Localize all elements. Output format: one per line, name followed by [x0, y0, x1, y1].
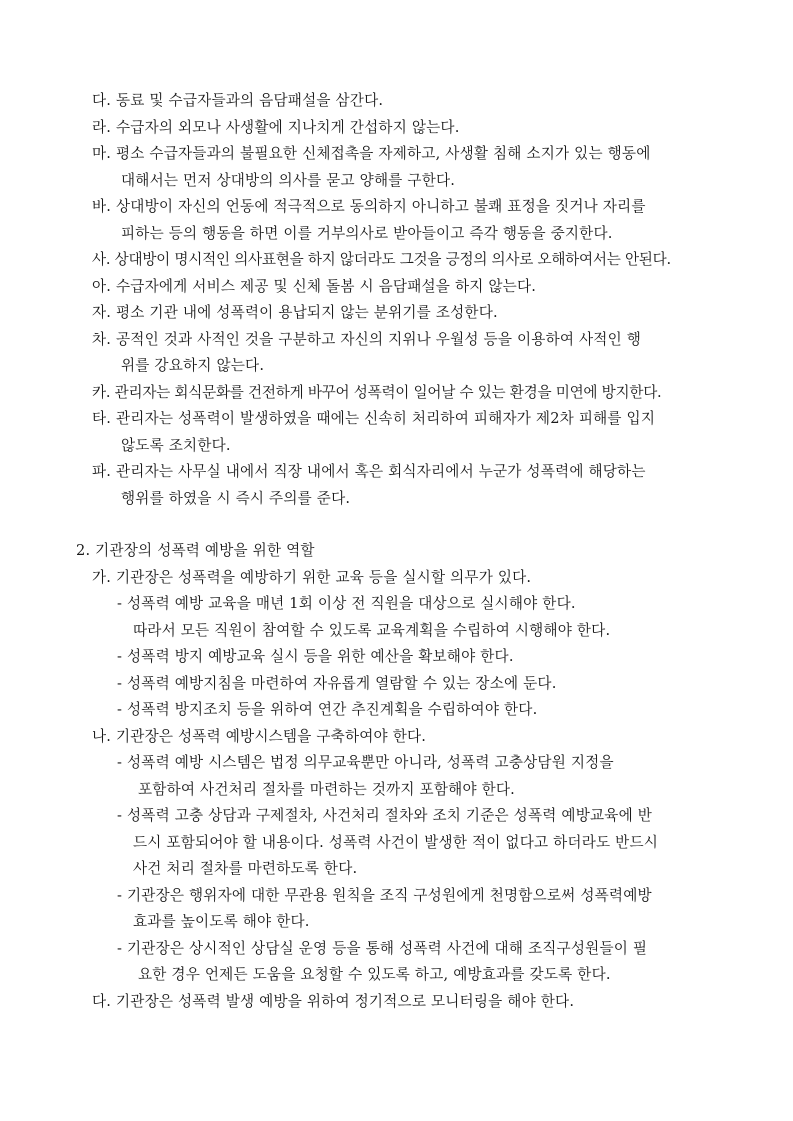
item-ma [0, 141, 793, 168]
item-text: 수급자의 외모나 사생활에 지나치게 간섭하지 않는다. [115, 118, 460, 136]
ga-dash-item-3: - 성폭력 예방지침을 마련하여 자유롭게 열람할 수 있는 장소에 둔다. [117, 674, 557, 692]
item-ba-continued: 피하는 등의 행동을 하면 이를 거부의사로 받아들이고 즉각 행동을 중지한다. [121, 224, 613, 242]
item-text: 관리자는 사무실 내에서 직장 내에서 혹은 회식자리에서 누군가 성폭력에 해당하는 [115, 463, 646, 480]
item-da [0, 88, 793, 115]
item-marker: 카. [92, 383, 111, 401]
item-text: 상대방이 명시적인 의사표현을 하지 않더라도 그것을 긍정의 의사로 오해하여서는 안된다. [114, 251, 671, 268]
item-ba [0, 194, 793, 221]
na-dash-item-2: - 성폭력 고충 상담과 구제절차, 사건처리 절차와 조치 기준은 성폭력 예방교육에 반 [117, 807, 653, 824]
na-dash-item-1-continued: 포함하여 사건처리 절차를 마련하는 것까지 포함해야 한다. [138, 780, 516, 798]
item-ra [0, 115, 793, 142]
item-text: 수급자에게 서비스 제공 및 신체 돌봄 시 음담패설을 하지 않는다. [115, 277, 537, 295]
item-ka [0, 380, 793, 407]
item-text: 관리자는 회식문화를 건전하게 바꾸어 성폭력이 일어날 수 있는 환경을 미연에 방지한다. [114, 383, 662, 401]
na-dash-item-3-continued: 효과를 높이도록 해야 한다. [133, 913, 310, 930]
item-pa-continued: 행위를 하였을 시 즉시 주의를 준다. [121, 489, 351, 507]
item-text: 평소 수급자들과의 불필요한 신체접촉을 자제하고, 사생활 침해 소지가 있는 행동에 [115, 145, 651, 162]
subsection-na: 나. 기관장은 성폭력 예방시스템을 구축하여야 한다. [92, 727, 427, 745]
item-text: 관리자는 성폭력이 발생하였을 때에는 신속히 처리하여 피해자가 제2차 피해를 입지 [115, 410, 656, 427]
item-pa [0, 459, 793, 486]
item-ma-continued: 대해서는 먼저 상대방의 의사를 묻고 양해를 구한다. [121, 171, 456, 189]
item-marker: 사. [92, 251, 111, 268]
item-marker: 타. [92, 410, 112, 427]
section-heading: 2. 기관장의 성폭력 예방을 위한 역할 [76, 542, 315, 559]
subsection-ga: 가. 기관장은 성폭력을 예방하기 위한 교육 등을 실시할 의무가 있다. [92, 568, 532, 586]
item-a [0, 274, 793, 301]
item-marker: 아. [92, 277, 112, 295]
item-ta-continued: 않도록 조치한다. [121, 436, 231, 454]
item-sa [0, 247, 793, 274]
subsection-da: 다. 기관장은 성폭력 발생 예방을 위하여 정기적으로 모니터링을 해야 한다. [92, 992, 575, 1010]
ga-dash-item-1: - 성폭력 예방 교육을 매년 1회 이상 전 직원을 대상으로 실시해야 한다. [117, 595, 576, 612]
item-ta [0, 406, 793, 433]
na-dash-item-2-continued: 드시 포함되어야 할 내용이다. 성폭력 사건이 발생한 적이 없다고 하더라도 반드시 [133, 833, 659, 851]
item-marker: 라. [92, 118, 112, 136]
item-marker: 다. [92, 92, 112, 109]
item-cha-continued: 위를 강요하지 않는다. [121, 357, 265, 374]
item-marker: 마. [92, 145, 112, 162]
document-page [0, 88, 793, 1015]
item-marker: 차. [92, 330, 112, 348]
item-text: 상대방이 자신의 언동에 적극적으로 동의하지 아니하고 불쾌 표정을 짓거나 자리를 [115, 198, 646, 215]
item-text: 동료 및 수급자들과의 음담패설을 삼간다. [115, 92, 384, 109]
item-marker: 자. [92, 304, 112, 321]
na-dash-item-4: - 기관장은 상시적인 상담실 운영 등을 통해 성폭력 사건에 대해 조직구성원들이 필 [117, 939, 648, 957]
na-dash-item-3: - 기관장은 행위자에 대한 무관용 원칙을 조직 구성원에게 천명함으로써 성폭력예방 [117, 886, 652, 904]
na-dash-item-1: - 성폭력 예방 시스템은 법정 의무교육뿐만 아니라, 성폭력 고충상담원 지정을 [117, 754, 614, 771]
item-marker: 바. [92, 198, 112, 215]
na-dash-item-4-continued: 요한 경우 언제든 도움을 요청할 수 있도록 하고, 예방효과를 갖도록 한다. [138, 966, 611, 983]
section-spacer [0, 512, 793, 538]
item-text: 평소 기관 내에 성폭력이 용납되지 않는 분위기를 조성한다. [115, 304, 498, 321]
item-marker: 파. [92, 463, 112, 480]
na-dash-item-2-continued-2: 사건 처리 절차를 마련하도록 한다. [133, 860, 358, 877]
ga-dash-item-1-continued: 따라서 모든 직원이 참여할 수 있도록 교육계획을 수립하여 시행해야 한다. [133, 621, 611, 639]
item-ja [0, 300, 793, 327]
item-cha [0, 327, 793, 354]
ga-dash-item-2: - 성폭력 방지 예방교육 실시 등을 위한 예산을 확보해야 한다. [117, 648, 514, 665]
ga-dash-item-4: - 성폭력 방지조치 등을 위하여 연간 추진계획을 수립하여야 한다. [117, 701, 538, 718]
item-text: 공적인 것과 사적인 것을 구분하고 자신의 지위나 우월성 등을 이용하여 사적인 행 [115, 330, 642, 348]
